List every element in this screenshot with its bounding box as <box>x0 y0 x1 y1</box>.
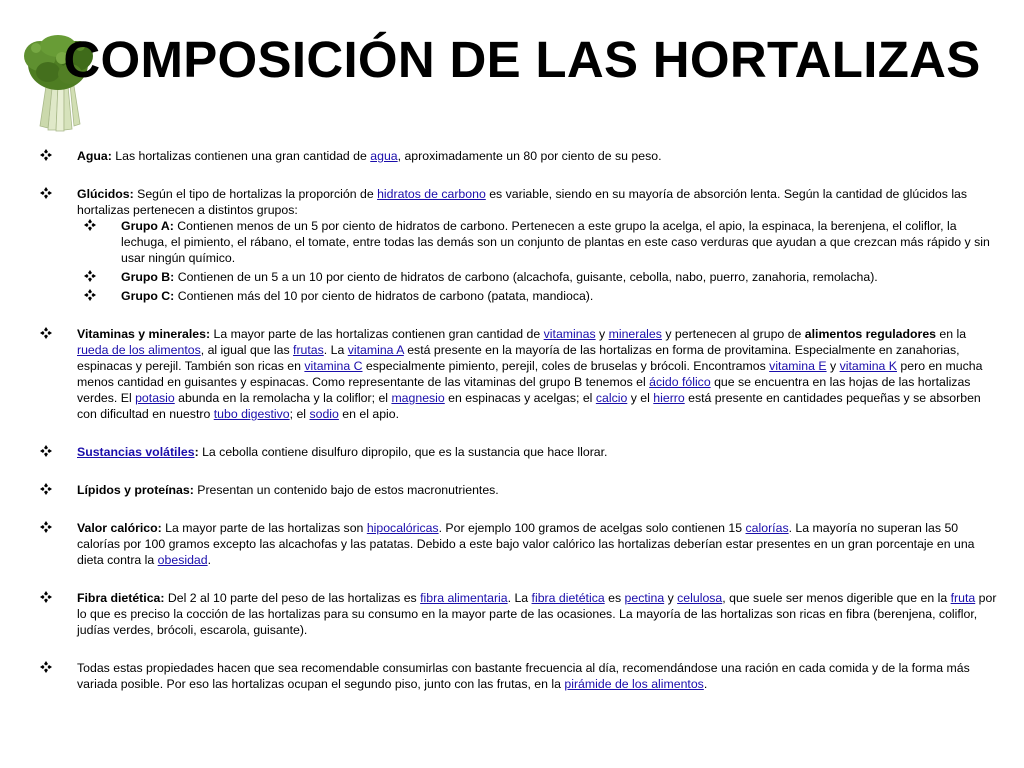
diamond-bullet-icon <box>39 326 53 340</box>
item-text: . Por ejemplo 100 gramos de acelgas solo contienen 15 <box>438 521 746 535</box>
diamond-bullet-icon <box>39 590 53 604</box>
item-text: Contienen menos de un 5 por ciento de hidratos de carbono. Pertenecen a este grupo la acelga, el apio, la espinaca, la berenjena, el coliflor, la lechuga, el pimiento, el rábano, el tomate, entre todas las demás son un conjunto de plantas en este caso verduras que ayudan a que crezcan más rápido y sin usar ningún químico. <box>121 219 990 265</box>
item-text: y <box>826 359 840 373</box>
item-text: Contienen más del 10 por ciento de hidratos de carbono (patata, mandioca). <box>174 289 594 303</box>
item-label: Grupo A: <box>121 219 174 233</box>
diamond-bullet-icon <box>39 482 53 496</box>
link-vitaminas[interactable]: vitaminas <box>543 327 596 341</box>
link-fruta[interactable]: fruta <box>950 591 976 605</box>
item-text: y <box>664 591 678 605</box>
item-text: ; el <box>289 407 310 421</box>
diamond-bullet-icon <box>83 218 97 232</box>
item-text: está presente en la mayoría de las hortalizas en forma de provitamina. Especialmente en zanahorias, espinacas y perejil. También son ricas en <box>77 343 960 373</box>
link-calcio[interactable]: calcio <box>595 391 628 405</box>
item-text: especialmente pimiento, perejil, coles de bruselas y brócoli. Encontramos <box>362 359 770 373</box>
item-label: Glúcidos: <box>77 187 134 201</box>
item-text: y el <box>627 391 654 405</box>
link-obesidad[interactable]: obesidad <box>157 553 208 567</box>
item-text: en espinacas y acelgas; el <box>444 391 596 405</box>
item-text: en el apio. <box>338 407 400 421</box>
diamond-bullet-icon <box>39 186 53 200</box>
item-text: Las hortalizas contienen una gran cantidad de <box>111 149 371 163</box>
item-text: . <box>207 553 212 567</box>
list-item-grupo-b <box>37 269 999 285</box>
link-hierro[interactable]: hierro <box>653 391 685 405</box>
list-item-fibra <box>37 590 999 638</box>
item-text: , que suele ser menos digerible que en la <box>722 591 951 605</box>
link-sustancias-volatiles[interactable]: Sustancias volátiles <box>77 445 195 459</box>
item-text: , aproximadamente un 80 por ciento de su peso. <box>397 149 662 163</box>
item-label: : <box>194 445 199 459</box>
list-item-grupo-a <box>37 218 999 266</box>
diamond-bullet-icon <box>83 269 97 283</box>
item-label: Lípidos y proteínas: <box>77 483 194 497</box>
link-fibra-dietetica[interactable]: fibra dietética <box>531 591 605 605</box>
item-label: Grupo B: <box>121 270 175 284</box>
item-text: en la <box>936 327 967 341</box>
link-frutas[interactable]: frutas <box>293 343 324 357</box>
link-tubo-digestivo[interactable]: tubo digestivo <box>213 407 290 421</box>
item-label: Grupo C: <box>121 289 175 303</box>
diamond-bullet-icon <box>39 444 53 458</box>
item-text: La mayor parte de las hortalizas contienen gran cantidad de <box>210 327 544 341</box>
link-fibra-alimentaria[interactable]: fibra alimentaria <box>420 591 508 605</box>
link-acido-folico[interactable]: ácido fólico <box>649 375 711 389</box>
list-item-volatiles <box>37 444 999 460</box>
link-agua[interactable]: agua <box>370 149 398 163</box>
link-potasio[interactable]: potasio <box>135 391 175 405</box>
item-label: Valor calórico: <box>77 521 162 535</box>
list-item-vitaminas <box>37 326 999 422</box>
list-item-lipidos <box>37 482 999 498</box>
list-item-conclusion <box>37 660 999 692</box>
item-text: Del 2 al 10 parte del peso de las hortalizas es <box>164 591 421 605</box>
item-text: es <box>604 591 625 605</box>
link-magnesio[interactable]: magnesio <box>391 391 445 405</box>
link-celulosa[interactable]: celulosa <box>677 591 723 605</box>
content-body <box>37 148 999 714</box>
item-text: abunda en la remolacha y la coliflor; el <box>174 391 392 405</box>
item-text: está presente en cantidades pequeñas y se absorben con dificultad en nuestro <box>77 391 981 421</box>
item-text: Todas estas propiedades hacen que sea recomendable consumirlas con bastante frecuencia al día, recomendándose una ración en cada comida y de la forma más variada posible. Por eso las hortalizas ocupan el segundo piso, junto con las frutas, en la <box>77 661 970 691</box>
item-text: . La <box>507 591 532 605</box>
item-label: Agua: <box>77 149 112 163</box>
diamond-bullet-icon <box>39 660 53 674</box>
item-text: Según el tipo de hortalizas la proporción de <box>133 187 378 201</box>
item-text: es variable, siendo en su mayoría de absorción lenta. Según la cantidad de glúcidos las hortalizas pertenecen a distintos grupos: <box>77 187 968 217</box>
item-text: La mayor parte de las hortalizas son <box>161 521 367 535</box>
bold-text: alimentos reguladores <box>804 327 937 341</box>
item-text: y pertenecen al grupo de <box>661 327 805 341</box>
item-text: que se encuentra en las hojas de las hortalizas verdes. El <box>77 375 971 405</box>
list-item-valor-calorico <box>37 520 999 568</box>
item-text: . La <box>323 343 348 357</box>
diamond-bullet-icon <box>39 520 53 534</box>
page-title: COMPOSICIÓN DE LAS HORTALIZAS <box>63 31 981 88</box>
link-sodio[interactable]: sodio <box>309 407 339 421</box>
list-item-grupo-c <box>37 288 999 304</box>
item-text: . La mayoría no superan las 50 calorías por 100 gramos excepto las alcachofas y las patatas. Debido a este bajo valor calórico las hortalizas deberían estar presentes en un gran porcentaje en una dieta contra la <box>77 521 975 567</box>
properties-list <box>37 148 999 692</box>
link-minerales[interactable]: minerales <box>608 327 662 341</box>
link-hidratos-de-carbono[interactable]: hidratos de carbono <box>377 187 486 201</box>
link-calorias[interactable]: calorías <box>745 521 789 535</box>
link-hipocaloricas[interactable]: hipocalóricas <box>366 521 439 535</box>
list-item-agua <box>37 148 999 164</box>
item-text: Presentan un contenido bajo de estos macronutrientes. <box>193 483 499 497</box>
link-vitamina-e[interactable]: vitamina E <box>769 359 827 373</box>
diamond-bullet-icon <box>83 288 97 302</box>
link-piramide-de-los-alimentos[interactable]: pirámide de los alimentos <box>564 677 704 691</box>
item-text: . <box>703 677 708 691</box>
link-vitamina-k[interactable]: vitamina K <box>839 359 897 373</box>
item-text: por lo que es preciso la cocción de las hortalizas para su consumo en la mayor parte de las ocasiones. La mayoría de las hortalizas son ricas en fibra (berenjena, coliflor, judías verdes, brócoli, escarola, guisante). <box>77 591 997 637</box>
item-text: , al igual que las <box>200 343 294 357</box>
link-pectina[interactable]: pectina <box>624 591 665 605</box>
item-text: Contienen de un 5 a un 10 por ciento de hidratos de carbono (alcachofa, guisante, cebolla, nabo, puerro, zanahoria, remolacha). <box>174 270 878 284</box>
item-text: La cebolla contiene disulfuro dipropilo, que es la sustancia que hace llorar. <box>198 445 608 459</box>
diamond-bullet-icon <box>39 148 53 162</box>
item-text: y <box>595 327 609 341</box>
item-label: Vitaminas y minerales: <box>77 327 211 341</box>
item-label: Fibra dietética: <box>77 591 165 605</box>
link-rueda-de-los-alimentos[interactable]: rueda de los alimentos <box>77 343 201 357</box>
list-item-glucidos <box>37 186 999 304</box>
group-list <box>77 218 999 304</box>
link-vitamina-a[interactable]: vitamina A <box>347 343 404 357</box>
link-vitamina-c[interactable]: vitamina C <box>304 359 363 373</box>
item-text: pero en mucha menos cantidad en guisantes y espinacas. Como representante de las vitaminas del grupo B tenemos el <box>77 359 983 389</box>
